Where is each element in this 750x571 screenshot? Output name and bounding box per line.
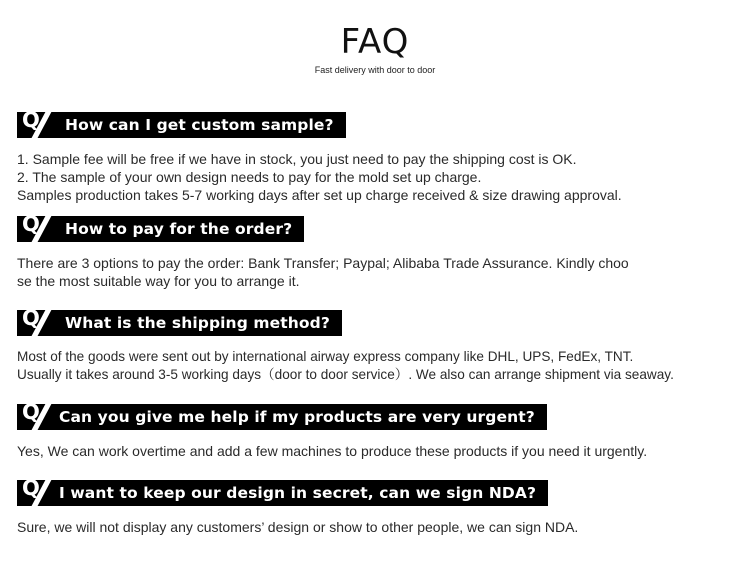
- q-badge-icon: Q: [17, 310, 59, 336]
- faq-item: [17, 476, 747, 536]
- page-title: FAQ: [340, 22, 410, 62]
- answer-line: Samples production takes 5-7 working days after set up charge received & size drawing approval.: [17, 187, 622, 203]
- answer-line: There are 3 options to pay the order: Bank Transfer; Paypal; Alibaba Trade Assurance. Kindly choo: [17, 255, 629, 271]
- q-badge-icon: Q: [17, 112, 59, 138]
- question-bar: [17, 306, 342, 336]
- answer-line: Yes, We can work overtime and add a few machines to produce these products if you need it urgently.: [17, 443, 648, 459]
- q-badge-icon: Q: [17, 480, 53, 506]
- answer-text: [17, 518, 747, 536]
- answer-line: se the most suitable way for you to arrange it.: [17, 273, 300, 289]
- question-text: Can you give me help if my products are very urgent?: [59, 408, 535, 426]
- answer-line: 2. The sample of your own design needs to pay for the mold set up charge.: [17, 169, 482, 185]
- faq-item: [17, 212, 747, 290]
- faq-item: [17, 400, 747, 460]
- page-subtitle: Fast delivery with door to door: [314, 65, 436, 75]
- faq-item: [17, 108, 747, 204]
- question-bar: [17, 400, 547, 430]
- q-badge-icon: Q: [17, 404, 53, 430]
- answer-text: [17, 150, 747, 204]
- answer-line: 1. Sample fee will be free if we have in stock, you just need to pay the shipping cost is OK.: [17, 151, 577, 167]
- answer-text: [17, 254, 747, 290]
- answer-line: Usually it takes around 3-5 working days（door to door service）. We also can arrange shipment via seaway.: [17, 367, 674, 382]
- question-text: What is the shipping method?: [65, 314, 330, 332]
- answer-line: Most of the goods were sent out by international airway express company like DHL, UPS, FedEx, TNT.: [17, 349, 634, 364]
- question-text: How can I get custom sample?: [65, 116, 334, 134]
- question-bar: [17, 476, 548, 506]
- answer-text: [17, 348, 747, 384]
- answer-line: Sure, we will not display any customers’ design or show to other people, we can sign NDA.: [17, 519, 579, 535]
- q-badge-icon: Q: [17, 216, 59, 242]
- question-text: I want to keep our design in secret, can we sign NDA?: [59, 484, 537, 502]
- question-bar: [17, 108, 346, 138]
- answer-text: [17, 442, 747, 460]
- question-bar: [17, 212, 304, 242]
- question-text: How to pay for the order?: [65, 220, 293, 238]
- faq-item: [17, 306, 747, 384]
